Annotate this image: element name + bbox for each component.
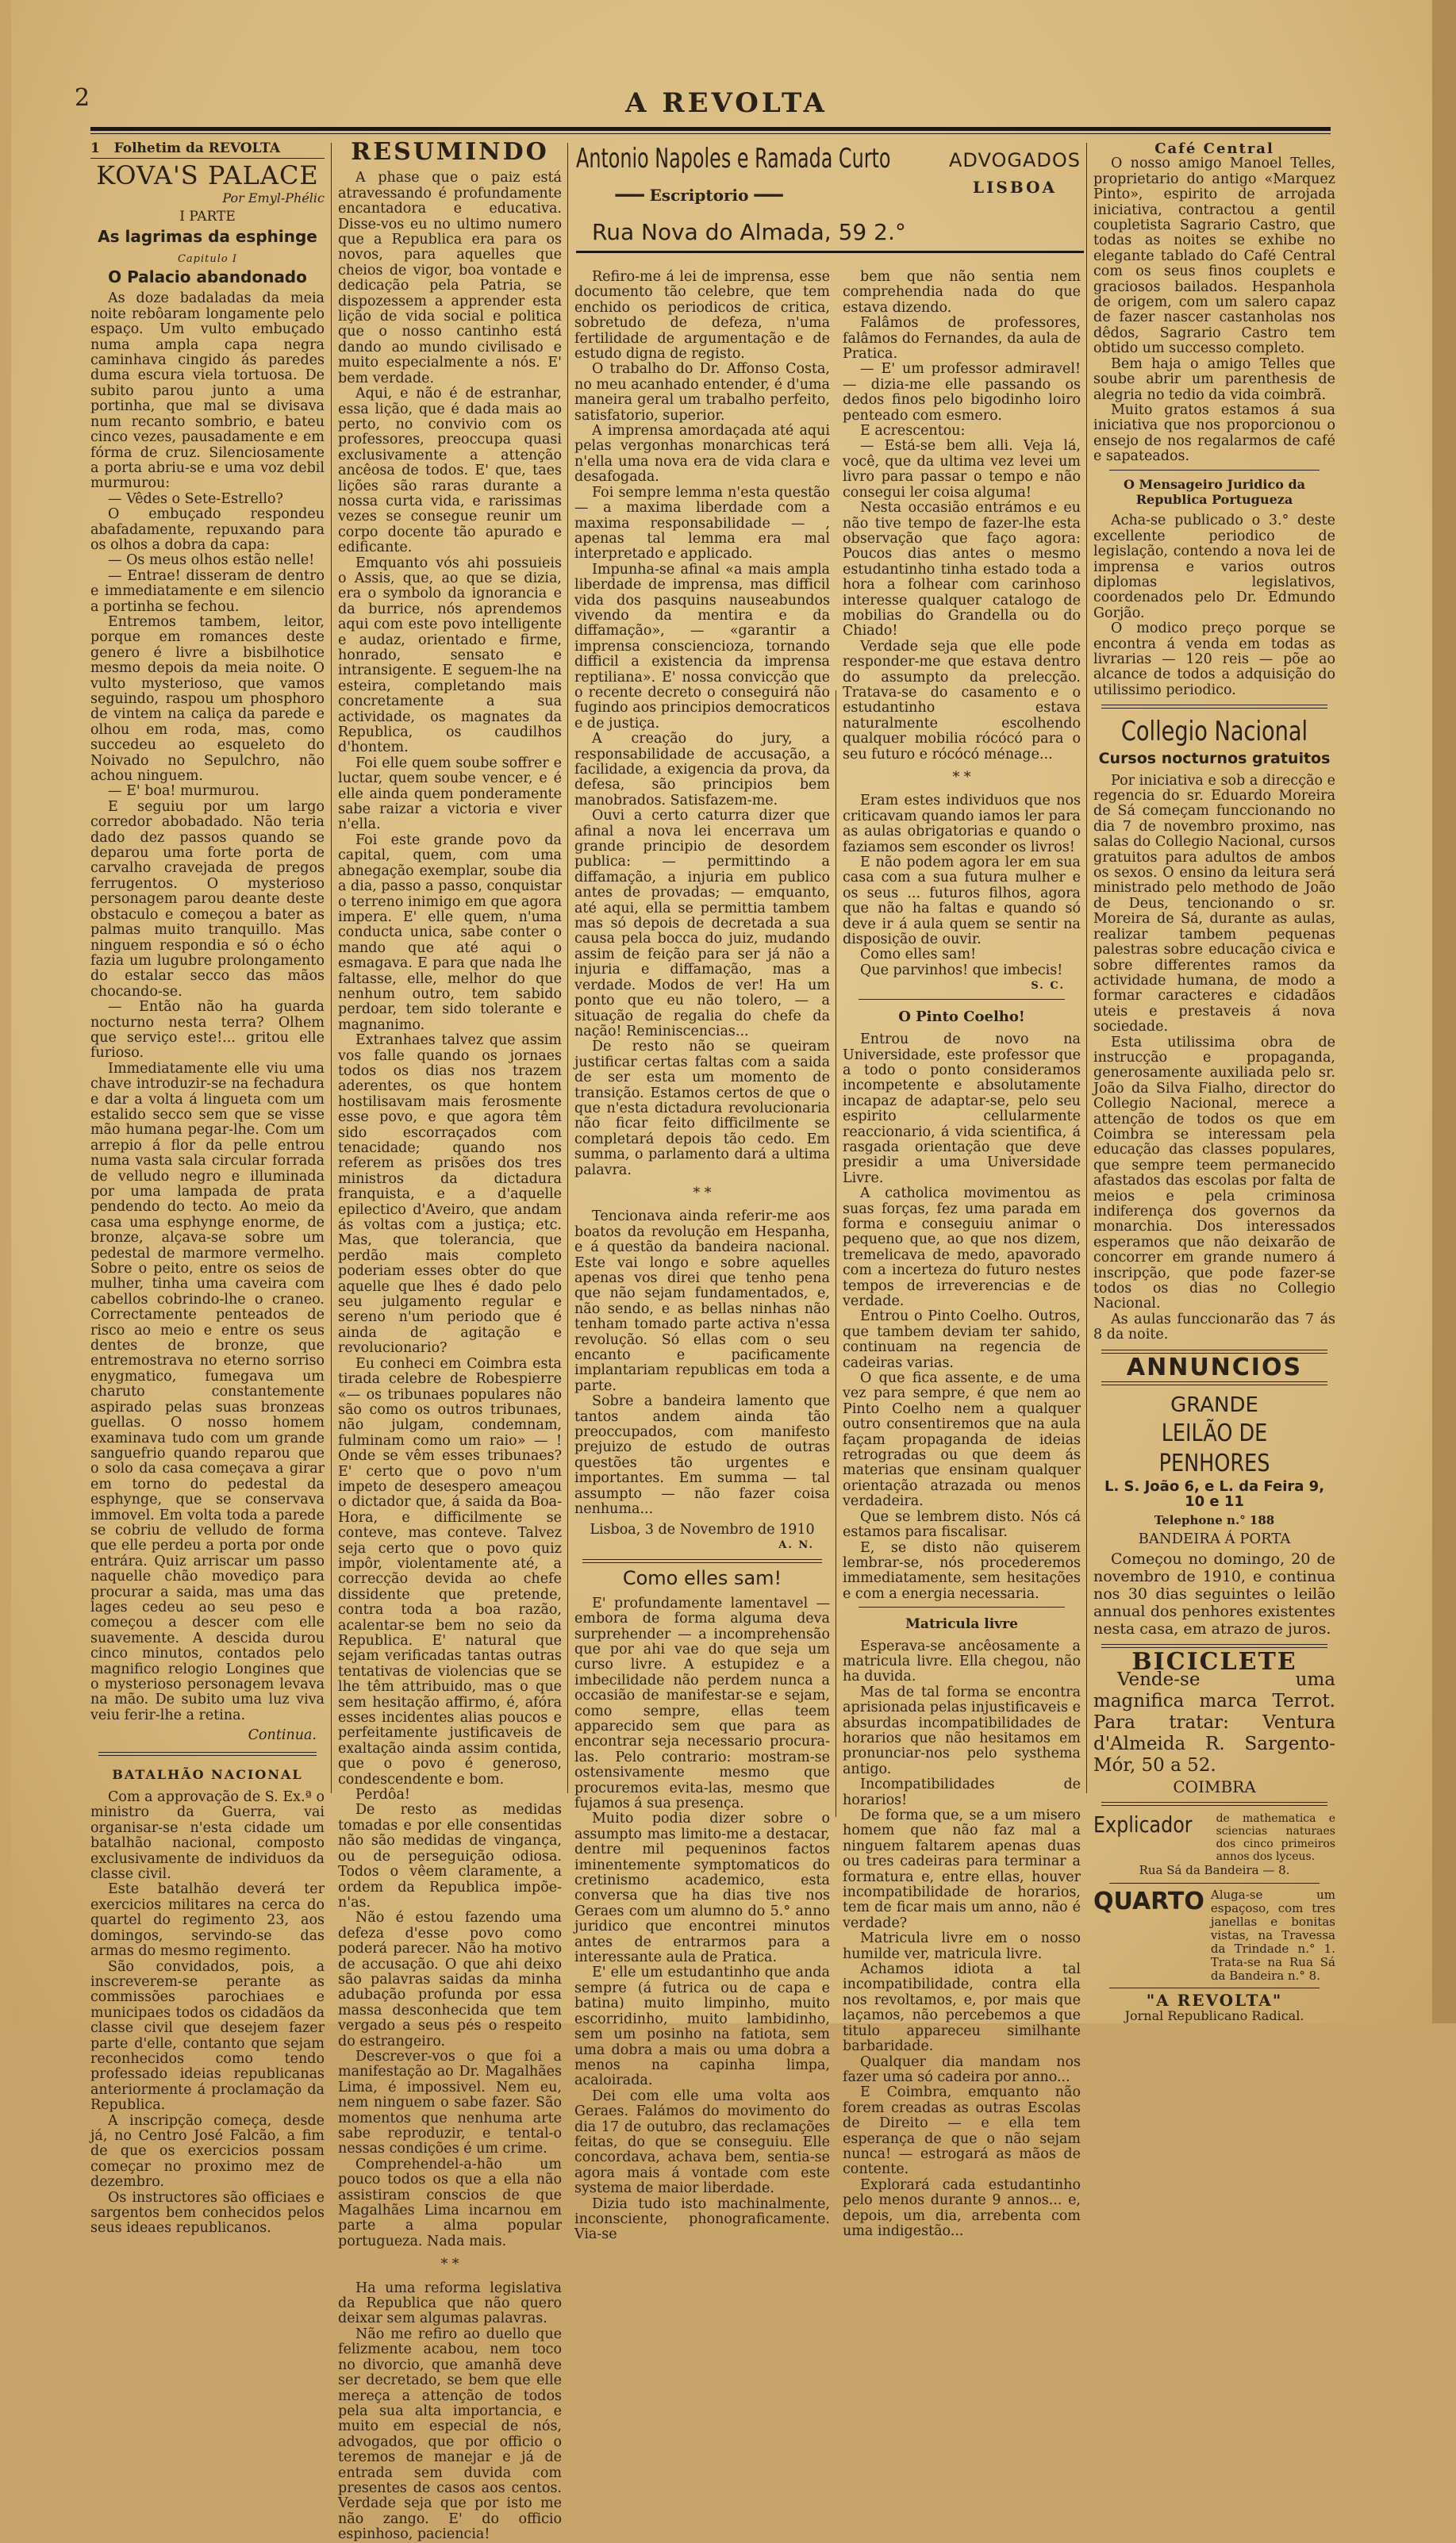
paragraph: Muito gratos estamos á sua iniciativa que nos proporcionou o ensejo de nos regalarmos de café e sapateados.	[1093, 401, 1335, 465]
leilao-line1: GRANDE	[1170, 1393, 1258, 1418]
lawyers-names: Antonio Napoles e Ramada Curto	[576, 143, 891, 175]
paragraph: Entrou de novo na Universidade, este professor que a todo o ponto consideramos incompetente e absolutamente incapaz de adaptar-se, pelo seu espirito cellularmente reaccionario, á vida scientifica, á rasgada orientação que deve presidir a uma Universidade Livre.	[843, 1031, 1081, 1186]
batalhao-title: BATALHÃO NACIONAL	[112, 1766, 303, 1782]
paragraph: Verdade seja que elle pode responder-me que estava dentro do assumpto da prelecção. Tratava-se do casamento e o estudantinho estava naturalmente escolhendo qualquer mobilia rócócó para o seu futuro e rócócó ménage...	[843, 638, 1081, 763]
paragraph: De forma que, se a um misero homem que não faz mal a ninguem faltarem apenas duas ou tres cadeiras para terminar a formatura e, entre ellas, houver incompatibilidade de horarios, tem de ficar mais um anno, não é verdade?	[843, 1807, 1081, 1931]
paragraph: Dei com elle uma volta aos Geraes. Falámos do movimento do dia 17 de outubro, das reclamações feitas, do que se conseguiu. Elle concordava, achava bem, sentia-se agora mais á vontade com este systema de maior liberdade.	[574, 2088, 830, 2197]
paragraph: Eu conheci em Coimbra esta tirada celebre de Robespierre «— os tribunaes populares não são como os outros tribunaes, não julgam, condemnam, fulminam como um raio» — ! Onde se vêm esses tribunaes? E' certo que o povo n'um impeto de desespero ameaçou o dictador que, á saida da Boa-Hora, e difficilmente se conteve, mas conteve. Talvez seja certo que o povo quiz impôr, violentamente até, a correcção devida ao chefe dissidente que pretende, contra toda a boa razão, acalentar-se bem no seio da Republica. E' natural que sejam verificadas tantas outras tentativas de violencias que se lhe têm attribuido, mas o que sem hesitação affirmo, é, afóra esses incidentes alias poucos e perfeitamente justificaveis de exaltação ainda assim contida, que o povo é generoso, condescendente e bom.	[338, 1355, 562, 1788]
paragraph: Qualquer dia mandam nos fazer uma só cadeira por anno...	[843, 2053, 1081, 2085]
paragraph: Como elles sam!	[860, 947, 977, 963]
paragraph: Foi sempre lemma n'esta questão — a maxima liberdade com a maxima responsabilidade — , apenas tal lemma era mal interpretado e applicado.	[574, 484, 830, 563]
paragraph: Mas de tal forma se encontra aprisionada pelas injustificaveis e absurdas incompatibilidades de horarios que não hesitamos em pronunciar-nos pelo systhema antigo.	[843, 1684, 1081, 1777]
section-stars: * *	[440, 2257, 459, 2273]
biciclete-city: COIMBRA	[1173, 1777, 1256, 1797]
paragraph: Com a approvação de S. Ex.ª o ministro da Guerra, vai organisar-se n'esta cidade um batalhão nacional, composto exclusivamente de individuos da classe civil.	[90, 1789, 325, 1883]
paragraph: A inscripção começa, desde já, no Centro José Falcão, a fim de que os exercicios possam começar no proximo mez de dezembro.	[90, 2112, 325, 2191]
paragraph: Sobre a bandeira lamento que tantos andem ainda tão preoccupados, com manifesto prejuizo de estudo de outras questões tão urgentes e importantes. Em summa — tal assumpto — não fazer coisa nenhuma...	[574, 1393, 830, 1518]
paragraph: Ouvi a certo caturra dizer que afinal a nova lei encerrava um grande principio de desordem publica: — permittindo a diffamação, a injuria em publico antes de provadas; — emquanto, até aqui, ella se permittia tambem mas só depois de decretada a sua causa pela bocca do juiz, mudando assim de feição para ser já não a injuria e diffamação, mas a verdade. Modos de ver! Ha um ponto que eu não tolero, — a situação de regalia do chefe da nação! Reminiscencias...	[574, 808, 830, 1039]
paragraph: — E' um professor admiravel! — dizia-me elle passando os dedos finos pelo bigodinho loiro penteado com esmero.	[843, 361, 1081, 424]
chapter-title: O Palacio abandonado	[108, 267, 307, 287]
column-folhetim	[90, 140, 325, 2237]
part-title: As lagrimas da esphinge	[98, 227, 317, 247]
column-rule	[1086, 143, 1087, 1793]
masthead-rule	[90, 127, 1331, 131]
paragraph: Comprehendel-a-hão um pouco todos os que a ella não assistiram conscios de que Magalhães Lima incarnou em parte a alma popular portugueza. Nada mais.	[338, 2156, 562, 2249]
paragraph: Nesta occasião entrámos e eu não tive tempo de fazer-lhe esta observação que faço agora: Poucos dias antes o mesmo estudantinho tinha estado toda a hora a folhear com carinhoso interesse qualquer catalogo de mobilias do Grandella ou do Chiado!	[843, 500, 1081, 640]
folhetim-number: 1	[90, 140, 100, 156]
leilao-line2: LEILÃO DE PENHORES	[1158, 1419, 1270, 1478]
paragraph: São convidados, pois, a inscreverem-se perante as commissões parochiaes e municipaes todos os cidadãos da classe civil que desejem fazer parte d'elle, contanto que sejam reconhecidos como tendo professado ideias republicanas anteriormente á proclamação da Republica.	[90, 1958, 325, 2114]
folhetim-label: Folhetim da REVOLTA	[113, 140, 281, 156]
paragraph: Matricula livre em o nosso humilde ver, matricula livre.	[843, 1930, 1081, 1962]
signature: S. C.	[1031, 980, 1065, 993]
novel-author: Por Emyl-Phélic	[222, 190, 325, 206]
paragraph: O nosso amigo Manoel Telles, proprietario do antigo «Marquez Pinto», espirito de arrojada iniciativa, contractou a gentil coupletista Sagrario Castro, que todas as noites se exhibe no elegante tablado do Café Central com os seus finos couplets e graciosos bailados. Hespanhola de origem, com um salero capaz de fazer nascer castanholas nos dêdos, Sagrario Castro tem obtido um successo completo.	[1093, 156, 1335, 357]
paragraph: Não é estou fazendo uma defeza d'esse povo como poderá parecer. Não ha motivo de accusação. O que ahi deixo são palavras saidas da minha adubação profunda por essa massa desconhecida que tem vergado a seus pés o respeito do estrangeiro.	[338, 1910, 562, 2049]
leilao-bandeira: BANDEIRA Á PORTA	[1138, 1531, 1291, 1548]
paragraph: Falâmos de professores, falâmos do Fernandes, da aula de Pratica.	[843, 315, 1081, 363]
footer-subtitle: Jornal Republicano Radical.	[1124, 2008, 1304, 2024]
lawyers-office-label: Escriptorio	[649, 186, 749, 205]
dateline: Lisboa, 3 de Novembro de 1910	[590, 1521, 815, 1538]
paragraph: A imprensa amordaçada até aqui pelas vergonhas monarchicas terá n'ella uma nova era de vida clara e desafogada.	[574, 423, 830, 486]
section-stars: * *	[952, 770, 971, 786]
paragraph: Ha uma reforma legislativa da Republica que não quero deixar sem algumas palavras.	[338, 2280, 562, 2327]
paragraph: De resto as medidas tomadas e por elle consentidas não são medidas de vingança, ou de perseguição odiosa. Todos o vêem claramente, a ordem da Republica impõe-n'as.	[338, 1802, 562, 1911]
paragraph: Entremos tambem, leitor, porque em romances deste genero é livre a bisbilhotice mesmo depois da meia noite. O vulto mysterioso, que vamos seguindo, raspou um phosphoro de vintem na caliça da parede e olhou em roda, mas, como succedeu ao esqueleto do Noivado no Sepulchro, não achou ninguem.	[90, 613, 325, 785]
leilao-line3: L. S. João 6, e L. da Feira 9, 10 e 11	[1104, 1478, 1325, 1511]
biciclete-title: BICICLETE	[1131, 1647, 1297, 1676]
column-resumindo	[338, 138, 562, 2543]
paragraph: — Então não ha guarda nocturno nesta terra? Olhem que serviço este!... gritou elle furioso.	[90, 999, 325, 1062]
chapter-label: Capitulo I	[177, 252, 238, 265]
paragraph: E não podem agora ler em sua casa com a sua futura mulher e os seus ... futuros filhos, agora que não ha faltas e quando só deve ir á aula quem se sentir na disposição de ouvir.	[843, 855, 1081, 948]
paragraph: O que fica assente, e de uma vez para sempre, é que nem ao Pinto Coelho nem a qualquer outro consentiremos que na aula façam propaganda de ideias retrogradas ou que deem ás materias que ensinam qualquer orientação atrazada ou menos verdadeira.	[843, 1370, 1081, 1510]
paragraph: Descrever-vos o que foi a manifestação ao Dr. Magalhães Lima, é impossivel. Nem eu, nem ninguem o sabe fazer. São momentos que nenhuma arte sabe reproduzir, e tental-o nessas condições é um crime.	[338, 2048, 562, 2157]
lawyers-address: Rua Nova do Almada, 59 2.°	[592, 219, 906, 245]
paragraph: Refiro-me á lei de imprensa, esse documento tão celebre, que tem enchido os periodicos de critica, sobretudo de defeza, n'uma fertilidade de argumentação e de estudo digna de registo.	[574, 269, 830, 363]
paragraph: Extranhaes talvez que assim vos falle quando os jornaes todos os dias nos trazem aderentes, os que hontem hostilisavam mais ferosmente esse povo, e que agora têm sido escorraçados com tenacidade; quando nos referem as prisões dos tres ministros da dictadura franquista, e a d'aquelle epilectico d'Aveiro, que andam ás voltas com a justiça; etc. Mas, que tolerancia, que perdão mais completo poderiam esses obter do que aquelle que lhes é dado pelo seu julgamento regular e sereno n'um periodo que é ainda de agitação e revolucionario?	[338, 1032, 562, 1357]
paragraph: Emquanto vós ahi possuieis o Assis, que, ao que se dizia, era o symbolo da ignorancia e da burrice, nós aprendemos aqui com este povo intelligente e audaz, orientado e firme, honrado, sensato e intransigente. E seguem-lhe na esteira, completando mais concretamente a sua actividade, os magnates da Republica, os caudilhos d'hontem.	[338, 555, 562, 756]
lawyers-city: LISBOA	[973, 178, 1058, 197]
folhetim-header	[90, 141, 325, 156]
part-label: I PARTE	[179, 208, 236, 225]
paragraph: A catholica movimentou as suas forças, fez uma parada em forma e conseguiu animar o pequeno que, ao que nos dizem, tremelicava de medo, apavorado com a incerteza do futuro nestes tempos de irreverencias e de verdade.	[843, 1185, 1081, 1309]
paragraph: E' elle um estudantinho que anda sempre (á futrica ou de capa e batina) muito limpinho, muito escorridinho, muito lambidinho, sem um posinho na fatiota, sem uma dobra a mais ou uma dobra a menos na capinha limpa, acaloirada.	[574, 1965, 830, 2089]
paragraph: Que parvinhos! que imbecis!	[860, 962, 1063, 978]
paragraph: As doze badaladas da meia noite rebôaram longamente pelo espaço. Um vulto embuçado numa ampla capa negra caminhava cingido ás paredes duma escura viela tortuosa. De subito parou junto a uma portinha, que mal se divisava num recanto sombrio, e bateu cinco vezes, pausadamente e em fórma de cruz. Silenciosamente a porta abriu-se e uma voz debil murmurou:	[90, 290, 325, 492]
paragraph: Perdôa!	[355, 1787, 410, 1804]
paragraph: Impunha-se afinal «a mais ampla liberdade de imprensa, mas difficil vida dos pasquins nauseabundos vivendo da mentira e da diffamação», — «garantir a imprensa consciencioza, tornando difficil a existencia da imprensa reptiliana». E' nossa convicção que o recente decreto o conseguirá não fugindo aos principios democraticos e de justiça.	[574, 561, 830, 732]
annuncios-title: ANNUNCIOS	[1126, 1353, 1303, 1381]
paragraph: — Os meus olhos estão nelle!	[108, 552, 315, 569]
paragraph: Incompatibilidades de horarios!	[843, 1777, 1081, 1808]
column-rule	[331, 143, 332, 1793]
resumindo-title: RESUMINDO	[351, 138, 549, 166]
paragraph: O trabalho do Dr. Affonso Costa, no meu acanhado entender, é d'uma maneira geral um trabalho perfeito, satisfatorio, superior.	[574, 361, 830, 424]
paragraph: Este batalhão deverá ter exercicios militares na cerca do quartel do regimento 23, aos domingos, servindo-se das armas do mesmo regimento.	[90, 1881, 325, 1960]
paragraph: Bem haja o amigo Telles que soube abrir um parenthesis de alegria no tedio da vida coimbrã.	[1093, 355, 1335, 403]
page-edge	[1432, 0, 1456, 2023]
explicador-address: Rua Sá da Bandeira — 8.	[1139, 1862, 1290, 1877]
paragraph: Aqui, e não é de estranhar, essa lição, que é dada mais ao perto, no convivio com os professores, preoccupa quasi exclusivamente a attenção ancêosa de todos. E' que, taes lições são raras durante a nossa curta vida, e rarissimas vezes se consegue reunir um corpo docente tão apurado e edificante.	[338, 386, 562, 556]
footer-title: "A REVOLTA"	[1146, 1990, 1283, 2010]
paragraph: Eram estes individuos que nos criticavam quando iamos ler para as aulas obrigatorias e quando o faziamos sem esconder os livros!	[843, 793, 1081, 855]
paragraph: Começou no domingo, 20 de novembro de 1910, e continua nos 30 dias seguintes o leilão annual dos penhores existentes nesta casa, em atrazo de juros.	[1093, 1550, 1335, 1638]
leilao-telephone: Telephone n.° 188	[1154, 1512, 1275, 1527]
quarto-text: Aluga-se um espaçoso, com tres janellas e bonitas vistas, na Travessa da Trindade n.° 1. Trata-se na Rua Sá da Bandeira n.° 8.	[1210, 1887, 1335, 1983]
paragraph: Vende-se uma magnifica marca Terrot. Para tratar: Ventura d'Almeida R. Sargento-Mór, 50 a 52.	[1093, 1669, 1335, 1777]
mensageiro-title: O Mensageiro Juridico da Republica Portugueza	[1123, 476, 1306, 507]
paragraph: Que se lembrem disto. Nós cá estamos para fiscalisar.	[843, 1508, 1081, 1541]
paragraph: Foi este grande povo da capital, quem, com uma abnegação exemplar, soube dia a dia, passo a passo, conquistar o terreno inimigo em que agora impera. E' elle quem, n'uma conducta unica, sabe conter o mando que até aqui o esmagava. E para que nada lhe faltasse, elle, melhor do que nenhum outro, tem sabido perdoar, tem sido tolerante e magnanimo.	[338, 832, 562, 1033]
paragraph: — Entrae! disseram de dentro e immediatamente e em silencio a portinha se fechou.	[90, 567, 325, 615]
paragraph: Os instructores são officiaes e sargentos bem conhecidos pelos seus ideaes republicanos.	[90, 2189, 325, 2237]
paragraph: E' profundamente lamentavel — embora de forma alguma deva surprehender — a incomprehensão que por ahi vae do que seja um curso livre. A estupidez e a imbecilidade não perdem nunca a occasião de manifestar-se e sejam, como sempre, ellas teem apparecido sem que para as encontrar seja necessario procura-las. Pelo contrario: mostram-se ostensivamente mesmo que procuremos evita-las, mesmo que fujamos á sua presença.	[574, 1595, 830, 1811]
section-stars: * *	[693, 1185, 712, 1201]
collegio-title: Collegio Nacional	[1120, 716, 1308, 748]
paragraph: Por iniciativa e sob a direcção e regencia do sr. Eduardo Moreira de Sá começam funccionando no dia 7 de novembro proximo, nas salas do Collegio Nacional, cursos gratuitos para adultos de ambos os sexos. O ensino da leitura será ministrado pelo methodo de João de Deus, tencionando o sr. Moreira de Sá, durante as aulas, realizar tambem pequenas palestras sobre educação civica e sobre differentes ramos da actividade humana, de modo a formar caracteres e cidadãos uteis e prestaveis á nova sociedade.	[1093, 772, 1335, 1035]
lawyers-advert	[576, 143, 1084, 254]
pinto-coelho-title: O Pinto Coelho!	[898, 1008, 1025, 1025]
column-rule	[567, 143, 568, 1793]
paragraph: Acha-se publicado o 3.° deste excellente periodico de legislação, contendo a nova lei de imprensa e varios outros diplomas legislativos, coordenados pelo Dr. Edmundo Gorjão.	[1093, 513, 1335, 621]
paragraph: Foi elle quem soube soffrer e luctar, quem soube vencer, e é elle ainda quem ponderamente sabe raizar a victoria e viver n'ella.	[338, 755, 562, 833]
explicador-title: Explicador	[1093, 1811, 1193, 1838]
paragraph: E acrescentou:	[860, 423, 966, 440]
collegio-subtitle: Cursos nocturnos gratuitos	[1098, 750, 1331, 768]
paragraph: Achamos idiota a tal incompatibilidade, contra ella nos revoltamos, e, por mais que laçamos, não percebemos a que titulo appareceu similhante barbaridade.	[843, 1961, 1081, 2055]
lawyers-side-label: ADVOGADOS	[949, 149, 1081, 171]
paragraph: Immediatamente elle viu uma chave introduzir-se na fechadura e dar a volta á lingueta com um estalido secco sem que se visse mão humana pegar-lhe. Com um arrepio á flor da pelle entrou numa vasta sala circular forrada de velludo negro e illuminada por uma lampada de prata pendendo do tecto. Ao meio da casa uma esphynge enorme, de bronze, alçava-se sobre um pedestal de marmore vermelho. Sobre o peito, entre os seios de mulher, tinha uma caveira com cabellos cobrindo-lhe o craneo. Correctamente penteados de risco ao meio e entre os seus dentes de bronze, que entremostrava no eterno sorriso enygmatico, fumegava um charuto constantemente aspirado pelas suas bronzeas guellas. O nosso homem examinava tudo com um grande sanguefrio quando reparou que o solo da casa começava a girar em torno do pedestal da esphynge, que se conservava immovel. Em volta toda a parede se cobriu de velludo de forma que elle perdeu a porta por onde entrára. Quiz arriscar um passo naquelle chão movediço para procurar a saida, mas uma das lages cedeu ao seu peso e começou a descer com elle suavemente. A descida durou cinco minutos, contados pelo magnifico relogio Longines que o mysterioso personagem levava na mão. De subito uma luz viva veiu ferir-lhe a retina.	[90, 1060, 325, 1723]
paragraph: — E' boa! murmurou.	[108, 783, 259, 800]
continua-label: Continua.	[248, 1727, 317, 1744]
lawyers-office: ━━━ Escriptorio ━━━	[615, 186, 783, 205]
newspaper-page	[11, 0, 1442, 2543]
paragraph: E Coimbra, emquanto não forem creadas as outras Escolas de Direito — e ella tem esperança de que o não sejam nunca! — estrogará as mãos de contente.	[843, 2084, 1081, 2178]
column-universidade	[843, 269, 1081, 2239]
paragraph: Tencionava ainda referir-me aos boatos da revolução em Hespanha, e á questão da bandeira nacional. Este vai longo e sobre aquelles apenas vos direi que tenho pena que não sejam fundamentados, e, não sendo, e as bellas ninhas não tenham tomado parte activa n'essa revolução. Só ellas com o seu encanto e pacificamente implantariam republicas em toda a parte.	[574, 1208, 830, 1394]
como-elles-title: Como elles sam!	[622, 1567, 782, 1590]
paragraph: Muito podia dizer sobre o assumpto mas limito-me a destacar, dentre mil pequeninos factos iminentemente symptomaticos do cretinismo academico, esta conversa que ha dias tive nos Geraes com um alumno do 5.° anno juridico que encontrei minutos antes de entrarmos para a interessante aula de Pratica.	[574, 1811, 830, 1966]
masthead-rule-thin	[90, 133, 1331, 134]
paragraph: O modico preço porque se encontra á venda em todas as livrarias — 120 reis — põe ao alcance de todos a adquisição do utilissimo periodico.	[1093, 620, 1335, 698]
paragraph: E seguiu por um largo corredor abobadado. Não teria dado dez passos quando se deparou uma forte porta de carvalho cravejada de pregos ferrugentos. O mysterioso personagem parou deante deste obstaculo e começou a bater as palmas muito tranquillo. Mas ninguem respondia e só o écho fazia um lugubre prolongamento do estalar secco das mãos chocando-se.	[90, 798, 325, 1000]
cafe-central-title: Café Central	[1154, 140, 1274, 157]
paragraph: — Vêdes o Sete-Estrello?	[108, 490, 283, 507]
explicador-text: de mathematica e sciencias naturaes dos cinco primeiros annos dos lyceus.	[1216, 1811, 1335, 1863]
paragraph: O embuçado respondeu abafadamente, repuxando para os olhos a dobra da capa:	[90, 506, 325, 553]
column-noticias-annuncios	[1093, 140, 1335, 2024]
paragraph: Entrou o Pinto Coelho. Outros, que tambem deviam ter sahido, continuam na regencia de cadeiras varias.	[843, 1308, 1081, 1371]
paragraph: bem que não sentia nem comprehendia nada do que estava dizendo.	[843, 269, 1081, 316]
paragraph: Esperava-se ancêosamente a matricula livre. Ella chegou, não ha duvida.	[843, 1638, 1081, 1685]
paragraph: — Está-se bem alli. Veja lá, você, que da ultima vez levei um livro para passar o tempo e não consegui ler coisa alguma!	[843, 438, 1081, 501]
matricula-title: Matricula livre	[905, 1616, 1018, 1633]
signature: A. N.	[778, 1538, 814, 1551]
paragraph: A creação do jury, a responsabilidade de accusação, a facilidade, a exigencia da prova, da defesa, são principios bem manobrados. Satisfazem-me.	[574, 731, 830, 809]
paragraph: Dizia tudo isto machinalmente, inconsciente, phonograficamente. Via-se	[574, 2195, 830, 2243]
quarto-title: QUARTO	[1093, 1887, 1204, 1915]
page-number: 2	[75, 84, 90, 112]
paragraph: De resto não se queiram justificar certas faltas com a saida de ser esta um momento de transição. Estamos certos de que o que n'esta dictadura revolucionaria não ficar feito difficilmente se completará depois tão cedo. Em summa, o parlamento dará a ultima palavra.	[574, 1039, 830, 1178]
paragraph: A phase que o paiz está atravessando é profundamente encantadora e educativa. Disse-vos eu no ultimo numero que a Republica era para os novos, para aquelles que cheios de vigor, boa vontade e dedicação pela Patria, se dispozessem a apprender esta lição de vida social e politica que o nosso cantinho está dando ao mundo civilisado e muito especialmente a nós. E' bem verdade.	[338, 170, 562, 386]
paragraph: As aulas funccionarão das 7 ás 8 da noite.	[1093, 1311, 1335, 1343]
paragraph: Não me refiro ao duello que felizmente acabou, nem toco no divorcio, que amanhã deve ser decretado, se bem que elle mereça a attenção de todos pela sua alta importancia, e muito em especial de nós, advogados, que por officio o teremos de manejar e já de entrada sem duvida com presentes de casos aos centos. Verdade seja que por isto me não zango. E' do officio espinhoso, paciencia!	[338, 2326, 562, 2543]
column-imprensa	[574, 269, 830, 2243]
novel-title: KOVA'S PALACE	[96, 160, 319, 191]
masthead-title: A REVOLTA	[625, 87, 828, 119]
paragraph: E, se disto não quiserem lembrar-se, nós procederemos immediatamente, sem hesitações e com a energia necessaria.	[843, 1539, 1081, 1602]
paragraph: Explorará cada estudantinho pelo menos durante 9 annos... e, depois, um dia, arrebenta com uma indigestão...	[843, 2176, 1081, 2239]
paragraph: Esta utilissima obra de instrucção e propaganda, generosamente auxiliada pelo sr. João da Silva Fialho, director do Collegio Nacional, merece a attenção de todos os que em Coimbra se interessam pela educação das classes populares, que sempre teem permanecido afastados das escolas por falta de meios e pela criminosa indiferença dos governos da monarchia. Dos interessados esperamos que não deixarão de concorrer em grande numero á inscripção, que pode fazer-se todos os dias no Collegio Nacional.	[1093, 1034, 1335, 1312]
